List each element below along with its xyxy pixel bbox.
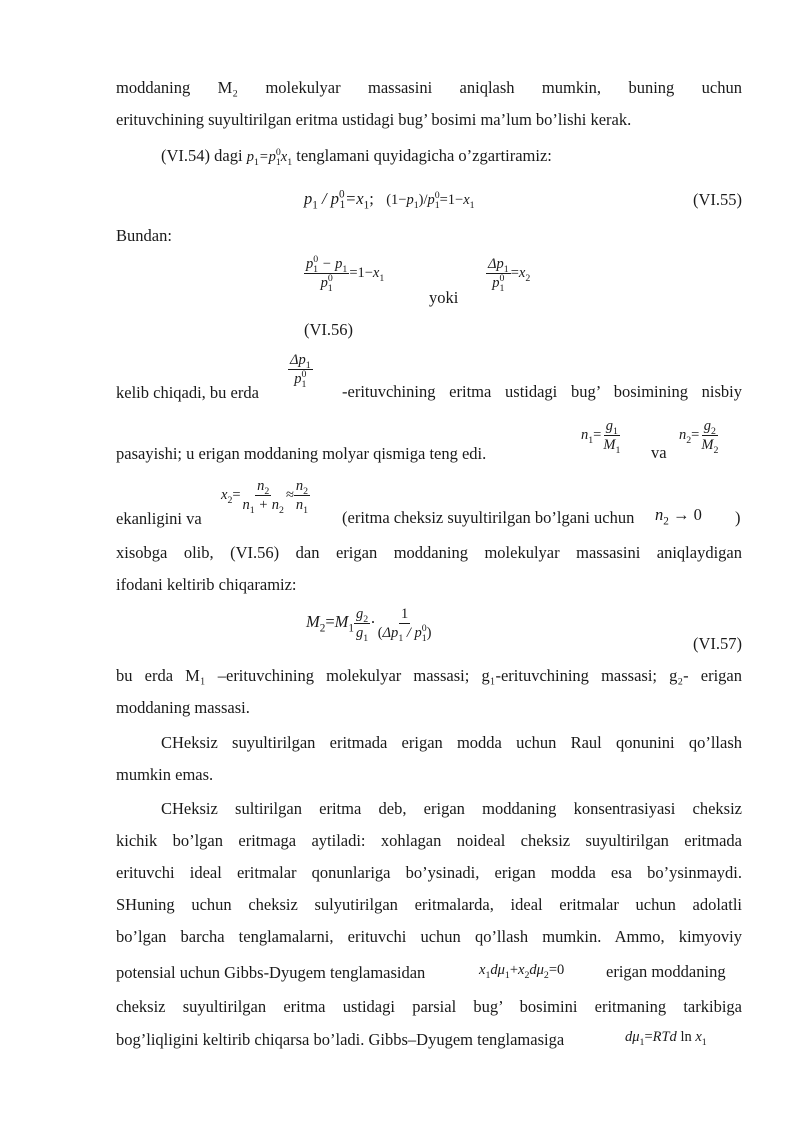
text-line: erituvchining suyultirilgan eritma ustidagi bug’ bosimi ma’lum bo’lishi kerak. [116,110,632,129]
text-line: ifodani keltirib chiqaramiz: [116,575,297,594]
equation-number: (VI.57) [692,634,742,653]
formula: $d\mu_1=RTd$ $\ln x_1$ [625,1029,707,1048]
text-line: kichik bo’lgan eritmaga aytiladi: xohlagan noideal cheksiz suyultirilgan eritmada [116,831,742,850]
text-line: Bundan: [116,226,172,245]
formula: $p_1=p^0_1x_1$ [246,147,293,168]
text-line: CHeksiz suyultirilgan eritmada erigan modda uchun Raul qonunini qo’llash [161,733,742,752]
text-line: xisobga olib, (VI.56) dan erigan moddaning molekulyar massasini aniqlaydigan [116,543,742,562]
text-fragment: yoki [429,288,459,307]
text-fragment: ekanligini va [116,509,202,528]
text-line: cheksiz suyultirilgan eritma ustidagi parsial bug’ bosimini eritmaning tarkibiga [116,997,742,1016]
text-fragment: bog’liqligini keltirib chiqarsa bo’ladi. Gibbs–Dyugem tenglamasiga [116,1030,565,1049]
formula: $n_1=$ $\frac{g_1}{M_1}$ [581,418,621,456]
equation-number: (VI.56) [304,320,354,339]
text-line: moddaning M₂ molekulyar massasini aniqlash mumkin, buning uchun [116,78,742,97]
text-fragment: va [651,443,667,462]
text-line: erituvchi ideal eritmalar qonunlariga bo’ysinadi, erigan modda esa bo’ysinmaydi. [116,863,742,882]
equation-number: (VI.55) [692,190,742,209]
equation-vi57: $M_2=M_1$ $\frac{g_2}{g_1}$ · $\frac{1}{(\Delta p_1 / p^0_1)}$ [306,606,432,644]
formula: $\frac{\Delta p_1}{p^0_1}$ [290,352,311,390]
formula: $n_2 \to 0$ [655,505,702,528]
text-fragment: erigan moddaning [606,962,726,981]
text-fragment: -erituvchining eritma ustidagi bug’ bosimining nisbiy [342,382,742,401]
text-fragment: (VI.54) dagi [161,146,243,165]
equation-vi56-right: $\frac{\Delta p_1}{p^0_1}$ $=x_2$ [488,256,531,294]
equation-vi55: $p_1 / p^0_1=x_1$; $(1-p_1)/p^0_1=1-x_1$ [304,188,475,212]
text-line: mumkin emas. [116,765,214,784]
formula-gibbs-duhem: $x_1d\mu_1+x_2d\mu_2=0$ [479,962,565,981]
text-line: moddaning massasi. [116,698,250,717]
equation-vi56-left: $\frac{p^0_1 - p_1}{p^0_1}$ $=1-x_1$ [306,254,385,294]
text-fragment: ) [735,508,741,527]
text-fragment: kelib chiqadi, bu erda [116,383,259,402]
text-line: bu erda M₁ –erituvchining molekulyar massasi; g₁-erituvchining massasi; g₂- erigan [116,666,742,685]
text-fragment: potensial uchun Gibbs-Dyugem tenglamasidan [116,963,426,982]
text-fragment: tenglamani quyidagicha o’zgartiramiz: [296,146,552,165]
text-line: bo’lgan barcha tenglamalarni, erituvchi uchun qo’llash mumkin. Ammo, kimyoviy [116,927,742,946]
text-fragment: (eritma cheksiz suyultirilgan bo’lgani uchun [342,508,635,527]
text-line: CHeksiz sultirilgan eritma deb, erigan moddaning konsentrasiyasi cheksiz [161,799,742,818]
text-line: SHuning uchun cheksiz sulyutirilgan eritmalarda, ideal eritmalar uchun adolatli [116,895,742,914]
text-line: pasayishi; u erigan moddaning molyar qismiga teng edi. [116,444,487,463]
text-line [161,145,742,167]
formula: $n_2=$ $\frac{g_2}{M_2}$ [679,418,719,456]
formula: $x_2=$ $\frac{n_2}{n_1 + n_2}$ ≈ $\frac{n_2}{n_1}$ [221,478,309,516]
